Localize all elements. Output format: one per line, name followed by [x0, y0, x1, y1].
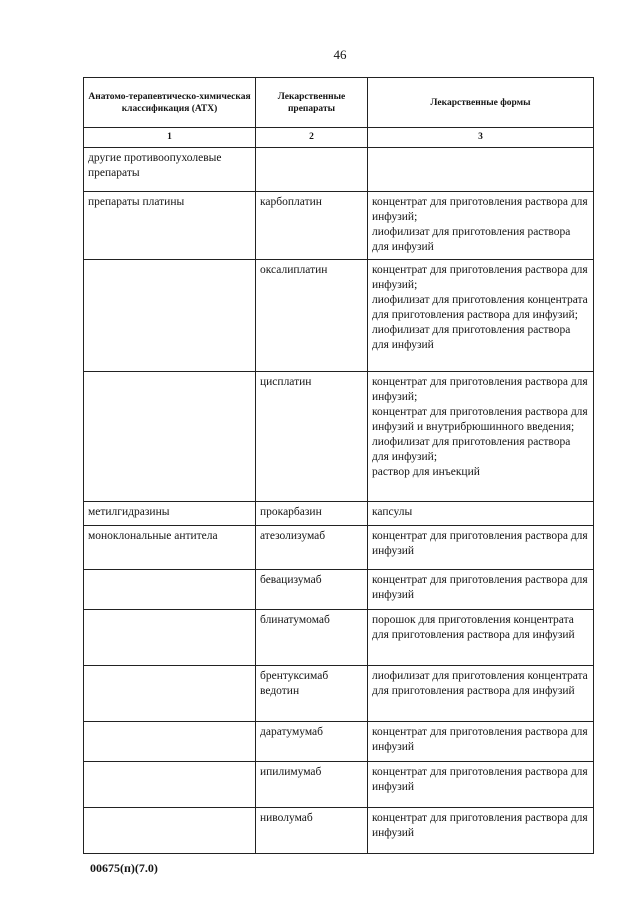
- atx-cell: метилгидразины: [84, 502, 256, 526]
- table-header-row: [84, 78, 594, 128]
- forms-cell: концентрат для приготовления раствора для инфузий; лиофилизат для приготовления раствора для инфузий: [368, 192, 594, 260]
- forms-cell: концентрат для приготовления раствора для инфузий: [368, 722, 594, 762]
- column-number-3: 3: [368, 128, 594, 148]
- header-atx: Анатомо-терапевтическо-химическая классификация (АТХ): [84, 78, 256, 128]
- drug-cell: карбоплатин: [256, 192, 368, 260]
- table-row: [84, 192, 594, 260]
- atx-cell: другие противоопухолевые препараты: [84, 148, 256, 192]
- table-row: [84, 666, 594, 722]
- drug-cell: цисплатин: [256, 372, 368, 502]
- atx-cell: [84, 610, 256, 666]
- table-row: [84, 372, 594, 502]
- table-row: [84, 762, 594, 808]
- column-number-1: 1: [84, 128, 256, 148]
- drug-cell: ниволумаб: [256, 808, 368, 854]
- forms-cell: концентрат для приготовления раствора для инфузий: [368, 762, 594, 808]
- drug-cell: ипилимумаб: [256, 762, 368, 808]
- column-number-2: 2: [256, 128, 368, 148]
- atx-cell: [84, 570, 256, 610]
- table-row: [84, 502, 594, 526]
- drug-cell: бевацизумаб: [256, 570, 368, 610]
- drug-cell: прокарбазин: [256, 502, 368, 526]
- forms-cell: лиофилизат для приготовления концентрата для приготовления раствора для инфузий: [368, 666, 594, 722]
- drug-cell: блинатумомаб: [256, 610, 368, 666]
- atx-cell: [84, 808, 256, 854]
- atx-table: [83, 77, 594, 854]
- table-row: [84, 260, 594, 372]
- forms-cell: концентрат для приготовления раствора для инфузий: [368, 526, 594, 570]
- atx-cell: [84, 722, 256, 762]
- page-number: 46: [333, 47, 347, 62]
- atx-cell: моноклональные антитела: [84, 526, 256, 570]
- table-row: [84, 722, 594, 762]
- header-forms: Лекарственные формы: [368, 78, 594, 128]
- forms-cell: концентрат для приготовления раствора для инфузий: [368, 570, 594, 610]
- drug-cell: атезолизумаб: [256, 526, 368, 570]
- atx-cell: [84, 372, 256, 502]
- forms-cell: порошок для приготовления концентрата для приготовления раствора для инфузий: [368, 610, 594, 666]
- forms-cell: капсулы: [368, 502, 594, 526]
- header-drugs: Лекарственные препараты: [256, 78, 368, 128]
- column-number-row: [84, 128, 594, 148]
- forms-cell: [368, 148, 594, 192]
- table-row: [84, 570, 594, 610]
- atx-cell: [84, 762, 256, 808]
- document-code: 00675(п)(7.0): [90, 861, 158, 875]
- atx-cell: препараты платины: [84, 192, 256, 260]
- drug-cell: [256, 148, 368, 192]
- forms-cell: концентрат для приготовления раствора для инфузий: [368, 808, 594, 854]
- forms-cell: концентрат для приготовления раствора для инфузий; лиофилизат для приготовления концентрата для приготовления раствора для инфузий; лиофилизат для приготовления раствора для инфузий: [368, 260, 594, 372]
- table-row: [84, 808, 594, 854]
- atx-cell: [84, 666, 256, 722]
- table-row: [84, 526, 594, 570]
- drug-cell: даратумумаб: [256, 722, 368, 762]
- forms-cell: концентрат для приготовления раствора для инфузий; концентрат для приготовления раствора для инфузий и внутрибрюшинного введения; лиофилизат для приготовления раствора для инфузий; раствор для инъекций: [368, 372, 594, 502]
- table-row: [84, 610, 594, 666]
- table-body: [84, 148, 594, 854]
- atx-cell: [84, 260, 256, 372]
- drug-cell: оксалиплатин: [256, 260, 368, 372]
- table-row: [84, 148, 594, 192]
- drug-cell: брентуксимаб ведотин: [256, 666, 368, 722]
